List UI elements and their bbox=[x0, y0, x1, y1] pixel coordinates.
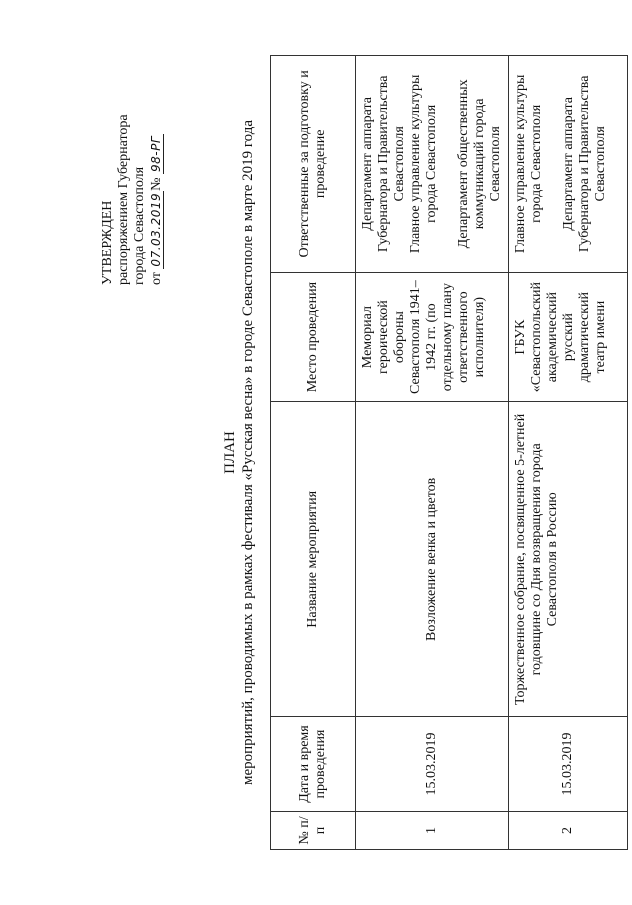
row2-name: Торжественное собрание, посвященное 5-летней годовщине со Дня возвращения города Севастополя в Россию bbox=[509, 402, 628, 717]
approval-from-label: от bbox=[149, 272, 164, 285]
plan-title: ПЛАН bbox=[222, 431, 238, 474]
table-row bbox=[356, 56, 509, 850]
row2-responsible-1: Главное управление культуры города Севастополя bbox=[513, 74, 544, 254]
row1-responsible bbox=[356, 56, 509, 273]
row1-responsible-2: Главное управление культуры города Севастополя bbox=[408, 74, 439, 254]
row1-place: Мемориал героической обороны Севастополя 1941–1942 гг. (по отдельному плану ответственного исполнителя) bbox=[356, 272, 509, 402]
row2-place: ГБУК «Севастопольский академический русский драматический театр имени bbox=[509, 272, 628, 402]
row1-date: 15.03.2019 bbox=[356, 717, 509, 812]
header-responsible: Ответственные за подготовку и проведение bbox=[271, 56, 356, 273]
plan-subtitle: мероприятий, проводимых в рамках фестиваля «Русская весна» в городе Севастополе в марте 2019 года bbox=[240, 119, 256, 786]
header-place: Место проведения bbox=[271, 272, 356, 402]
table-row bbox=[509, 56, 628, 850]
row1-responsible-1: Департамент аппарата Губернатора и Правительства Севастополя bbox=[360, 75, 407, 253]
approval-line-city: города Севастополя bbox=[132, 166, 147, 285]
table-header-row bbox=[271, 56, 356, 850]
handwritten-number: 98-РГ bbox=[149, 135, 163, 172]
header-num: № п/п bbox=[271, 811, 356, 849]
row1-num: 1 bbox=[356, 811, 509, 849]
header-name: Название мероприятия bbox=[271, 402, 356, 717]
row1-name: Возложение венка и цветов bbox=[356, 402, 509, 717]
handwritten-date: 07.03.2019 bbox=[149, 192, 163, 267]
approval-title: УТВЕРЖДЕН bbox=[100, 200, 115, 285]
row2-responsible-2: Департамент аппарата Губернатора и Правительства Севастополя bbox=[561, 75, 608, 253]
number-label: № bbox=[149, 177, 164, 191]
approval-block bbox=[100, 15, 165, 285]
row2-num: 2 bbox=[509, 811, 628, 849]
row2-date: 15.03.2019 bbox=[509, 717, 628, 812]
approval-line-order: распоряжением Губернатора bbox=[116, 114, 131, 285]
row1-responsible-3: Департамент общественных коммуникаций города Севастополя bbox=[456, 79, 503, 249]
events-table bbox=[270, 55, 628, 850]
row2-responsible bbox=[509, 56, 628, 273]
approval-date-line bbox=[148, 15, 165, 285]
header-date: Дата и время проведения bbox=[271, 717, 356, 812]
